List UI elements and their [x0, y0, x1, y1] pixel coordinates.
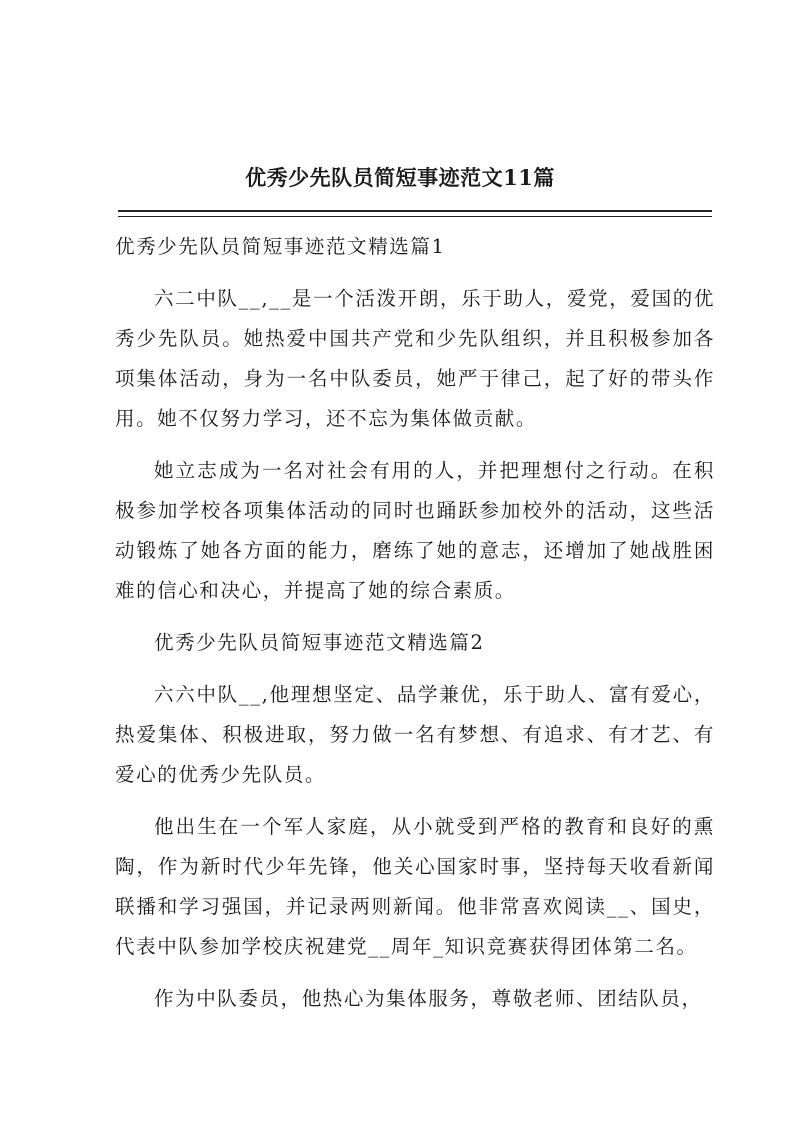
document-body	[115, 227, 715, 1031]
title-rule-thick	[118, 210, 712, 212]
document-title: 优秀少先队员简短事迹范文11篇	[245, 165, 555, 190]
paragraph: 她立志成为一名对社会有用的人，并把理想付之行动。在积极参加学校各项集体活动的同时也踊跃参加校外的活动，这些活动锻炼了她各方面的能力，磨练了她的意志，还增加了她战胜困难的信心和决心，并提高了她的综合素质。	[115, 459, 715, 602]
title-rule-thin	[118, 216, 712, 217]
paragraph: 六六中队__,他理想坚定、品学兼优，乐于助人、富有爱心，热爱集体、积极进取，努力做一名有梦想、有追求、有才艺、有爱心的优秀少先队员。	[115, 683, 715, 786]
section-heading-2: 优秀少先队员简短事迹范文精选篇2	[154, 631, 485, 654]
paragraph: 作为中队委员，他热心为集体服务，尊敬老师、团结队员，	[154, 987, 703, 1010]
section-heading-1: 优秀少先队员简短事迹范文精选篇1	[115, 235, 446, 258]
paragraph: 他出生在一个军人家庭，从小就受到严格的教育和良好的熏陶，作为新时代少年先锋，他关心国家时事，坚持每天收看新闻联播和学习强国，并记录两则新闻。他非常喜欢阅读__、国史，代表中队参加学校庆祝建党__周年_知识竞赛获得团体第二名。	[115, 815, 715, 958]
paragraph: 六二中队__,__是一个活泼开朗，乐于助人，爱党，爱国的优秀少先队员。她热爱中国共产党和少先队组织，并且积极参加各项集体活动，身为一名中队委员，她严于律己，起了好的带头作用。她不仅努力学习，还不忘为集体做贡献。	[115, 287, 715, 430]
